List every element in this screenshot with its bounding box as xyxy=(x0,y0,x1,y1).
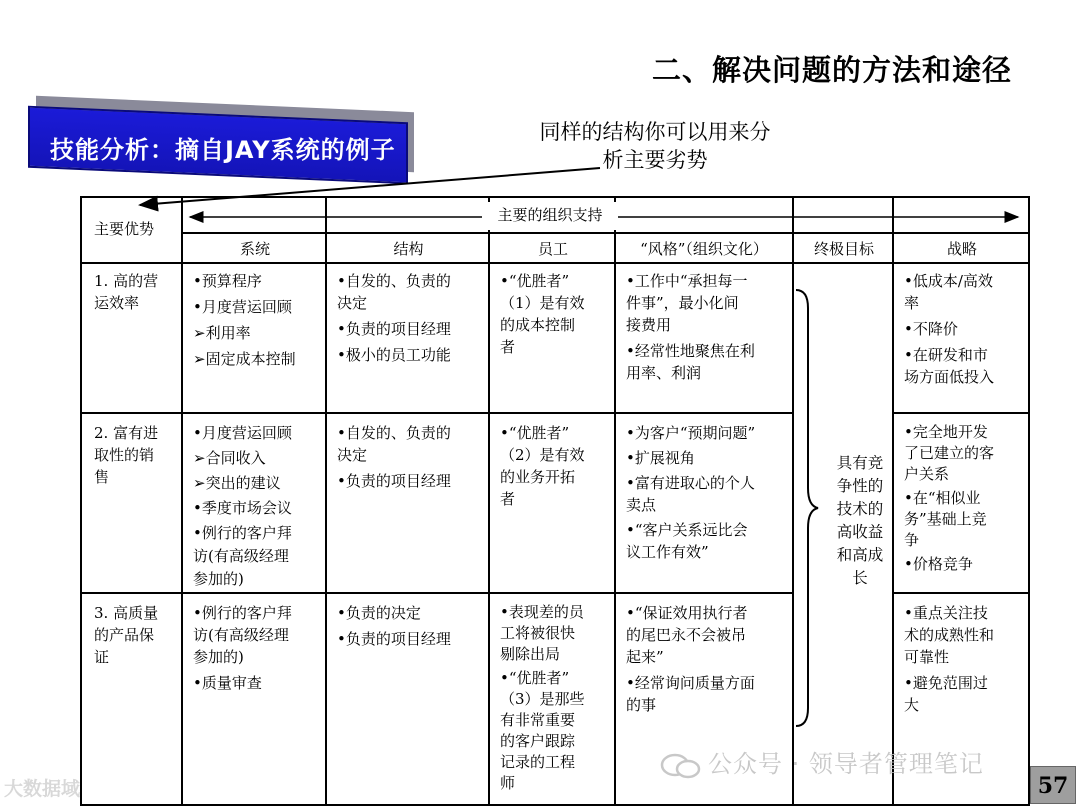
row1-structure: •自发的、负责的 决定 •负责的项目经理 •极小的员工功能 xyxy=(337,272,451,364)
row3-strategy: •重点关注技 术的成熟性和 可靠性 •避免范围过 大 xyxy=(904,604,995,714)
slide-title: 二、解决问题的方法和途径 xyxy=(651,53,1012,87)
row1-label: 1. 高的营 运效率 xyxy=(94,272,159,312)
col-header-structure: 结构 xyxy=(393,240,424,258)
col-header-strategy: 战略 xyxy=(946,240,977,258)
callout-note xyxy=(500,118,810,174)
watermark-text: 公众号 · 领导者管理笔记 xyxy=(708,750,984,778)
row3-style: •“保证效用执行者 的尾巴永不会被吊 起来” •经常询问质量方面 的事 xyxy=(626,604,755,714)
row2-label: 2. 富有进 取性的销 售 xyxy=(94,424,159,486)
row2-strategy: •完全地开发 了已建立的客 户关系 •在“相似业 务”基础上竞 争 •价格竞争 xyxy=(904,423,995,573)
row3-system: •例行的客户拜 访(有高级经理 参加的) •质量审查 xyxy=(193,604,292,692)
goal-brace xyxy=(794,288,824,728)
banner xyxy=(22,96,422,196)
row2-staff: •“优胜者” （2）是有效 的业务开拓 者 xyxy=(500,424,585,508)
callout-line-1: 同样的结构你可以用来分 xyxy=(539,120,771,144)
callout-line-2: 析主要劣势 xyxy=(602,148,708,172)
row1-staff: •“优胜者” （1）是有效 的成本控制 者 xyxy=(500,272,585,356)
ultimate-goal-text: 具有竞 争性的 技术的 高收益 和高成 长 xyxy=(836,454,884,587)
col-header-staff: 员工 xyxy=(537,240,568,258)
span-header: 主要的组织支持 xyxy=(482,202,618,230)
row3-staff: •表现差的员 工将被很快 剔除出局 •“优胜者” （3）是那些 有非常重要 的客户跟踪 记录的工程 师 xyxy=(500,603,585,792)
row2-system: •月度营运回顾 ➢合同收入 ➢突出的建议 •季度市场会议 •例行的客户拜 访(有高级经理 参加的) xyxy=(193,424,292,588)
row1-strategy: •低成本/高效 率 •不降价 •在研发和市 场方面低投入 xyxy=(904,272,995,386)
page-number: 57 xyxy=(1030,766,1076,804)
row3-label: 3. 高质量 的产品保 证 xyxy=(94,604,159,666)
corner-label: 主要优势 xyxy=(94,220,155,238)
row1-system: •预算程序 •月度营运回顾 ➢利用率 ➢固定成本控制 xyxy=(193,272,296,368)
row1-style: •工作中“承担每一 件事”，最小化间 接费用 •经常性地聚焦在利 用率、利润 xyxy=(626,272,755,382)
row2-structure: •自发的、负责的 决定 •负责的项目经理 xyxy=(337,424,451,490)
banner-text: 技能分析：摘自JAY系统的例子 xyxy=(50,136,396,164)
col-header-system: 系统 xyxy=(239,240,270,258)
wechat-icon xyxy=(660,752,702,780)
row2-style: •为客户“预期问题” •扩展视角 •富有进取心的个人 卖点 •“客户关系远比会 议工作有效” xyxy=(626,424,756,561)
col-header-style: “风格”（组织文化） xyxy=(640,240,768,258)
row3-structure: •负责的决定 •负责的项目经理 xyxy=(337,604,451,648)
watermark-left: 大数据域 xyxy=(4,778,81,800)
col-header-goal: 终极目标 xyxy=(813,240,874,258)
